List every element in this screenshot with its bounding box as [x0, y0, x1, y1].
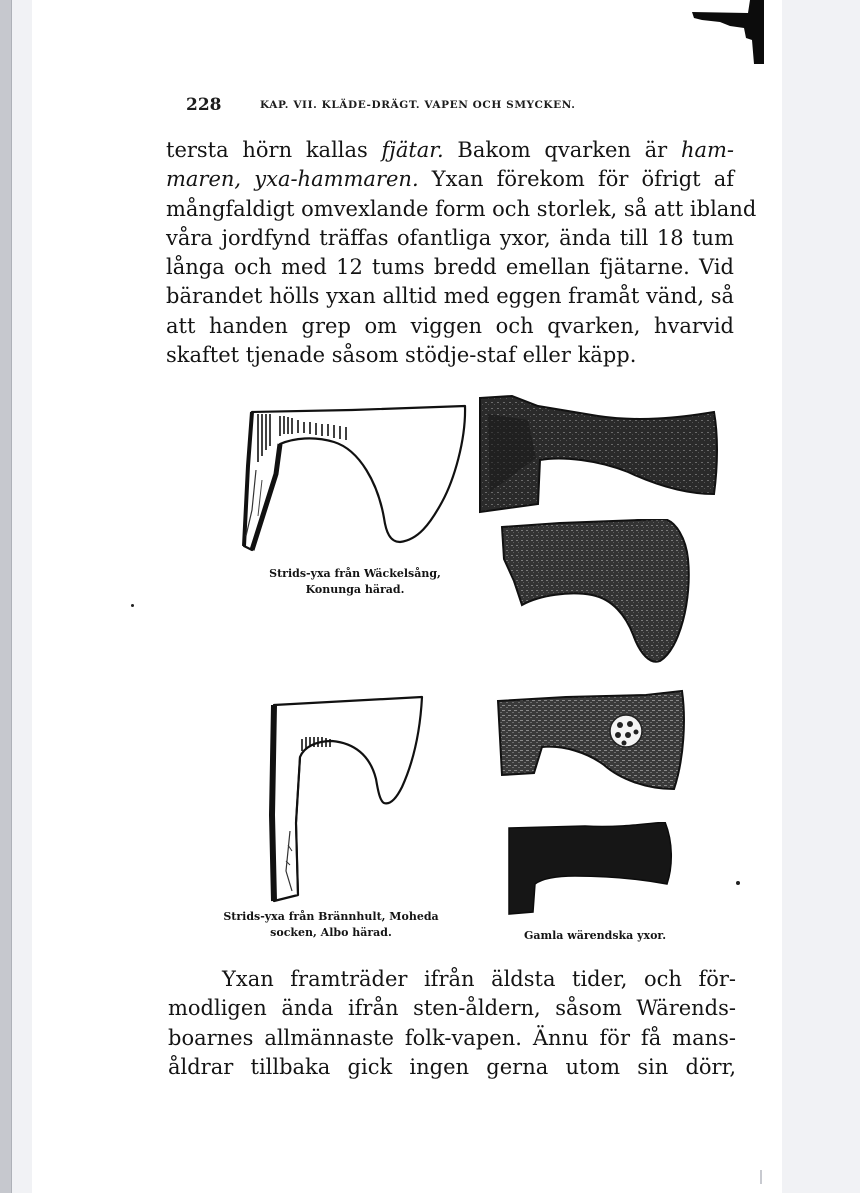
axe-photo-2	[500, 519, 696, 664]
caption-line: Konunga härad.	[305, 583, 405, 596]
viewer-left-frame	[0, 0, 12, 1193]
text-line: maren, yxa-hammaren. Yxan förekom för öfrigt af	[166, 167, 735, 192]
axe-photo-3	[496, 689, 688, 797]
figure-caption-brannhult	[206, 909, 456, 941]
axe-photo-1	[478, 394, 720, 516]
text-line: bärandet hölls yxan alltid med eggen framåt vänd, så	[166, 284, 735, 309]
text-line: skaftet tjenade såsom stödje-staf eller käpp.	[166, 343, 637, 368]
ink-speck	[131, 604, 134, 607]
text-line: våra jordfynd träffas ofantliga yxor, ända till 18 tum	[166, 225, 734, 250]
text-line: åldrar tillbaka gick ingen gerna utom sin dörr,	[168, 1054, 736, 1079]
ink-speck	[736, 881, 740, 885]
text-line: Yxan framträder ifrån äldsta tider, och för-	[222, 967, 736, 991]
paragraph-2	[168, 965, 736, 1082]
text-line: att handen grep om viggen och qvarken, hvarvid	[166, 313, 734, 338]
caption-line: Strids-yxa från Brännhult, Moheda	[223, 910, 439, 923]
page-number: 228	[186, 95, 222, 115]
text-line: tersta hörn kallas fjätar. Bakom qvarken är ham-	[166, 138, 734, 162]
caption-line: socken, Albo härad.	[270, 926, 392, 939]
running-head	[186, 95, 656, 117]
figure-caption-wackelsang	[230, 566, 480, 598]
page-corner-mark	[690, 0, 766, 66]
paragraph-1	[166, 136, 757, 370]
caption-line: Strids-yxa från Wäckelsång,	[269, 567, 441, 580]
text-line: boarnes allmännaste folk-vapen. Ännu för få mans-	[168, 1025, 736, 1050]
axe-drawing-wackelsang	[222, 400, 472, 562]
axe-drawing-brannhult	[262, 695, 430, 907]
text-line: mångfaldigt omvexlande form och storlek, så att ibland	[166, 196, 757, 221]
viewer-right-gutter	[782, 0, 860, 1193]
axe-photo-4	[505, 822, 675, 918]
text-line: modligen ända ifrån sten-åldern, såsom Wärends-	[168, 996, 736, 1021]
chapter-title: KAP. VII. KLÄDE-DRÄGT. VAPEN OCH SMYCKEN.	[260, 99, 576, 111]
text-line: långa och med 12 tums bredd emellan fjätarne. Vid	[166, 255, 734, 280]
scroll-marker	[760, 1170, 762, 1184]
figure-caption-warendska: Gamla wärendska yxor.	[523, 929, 667, 942]
